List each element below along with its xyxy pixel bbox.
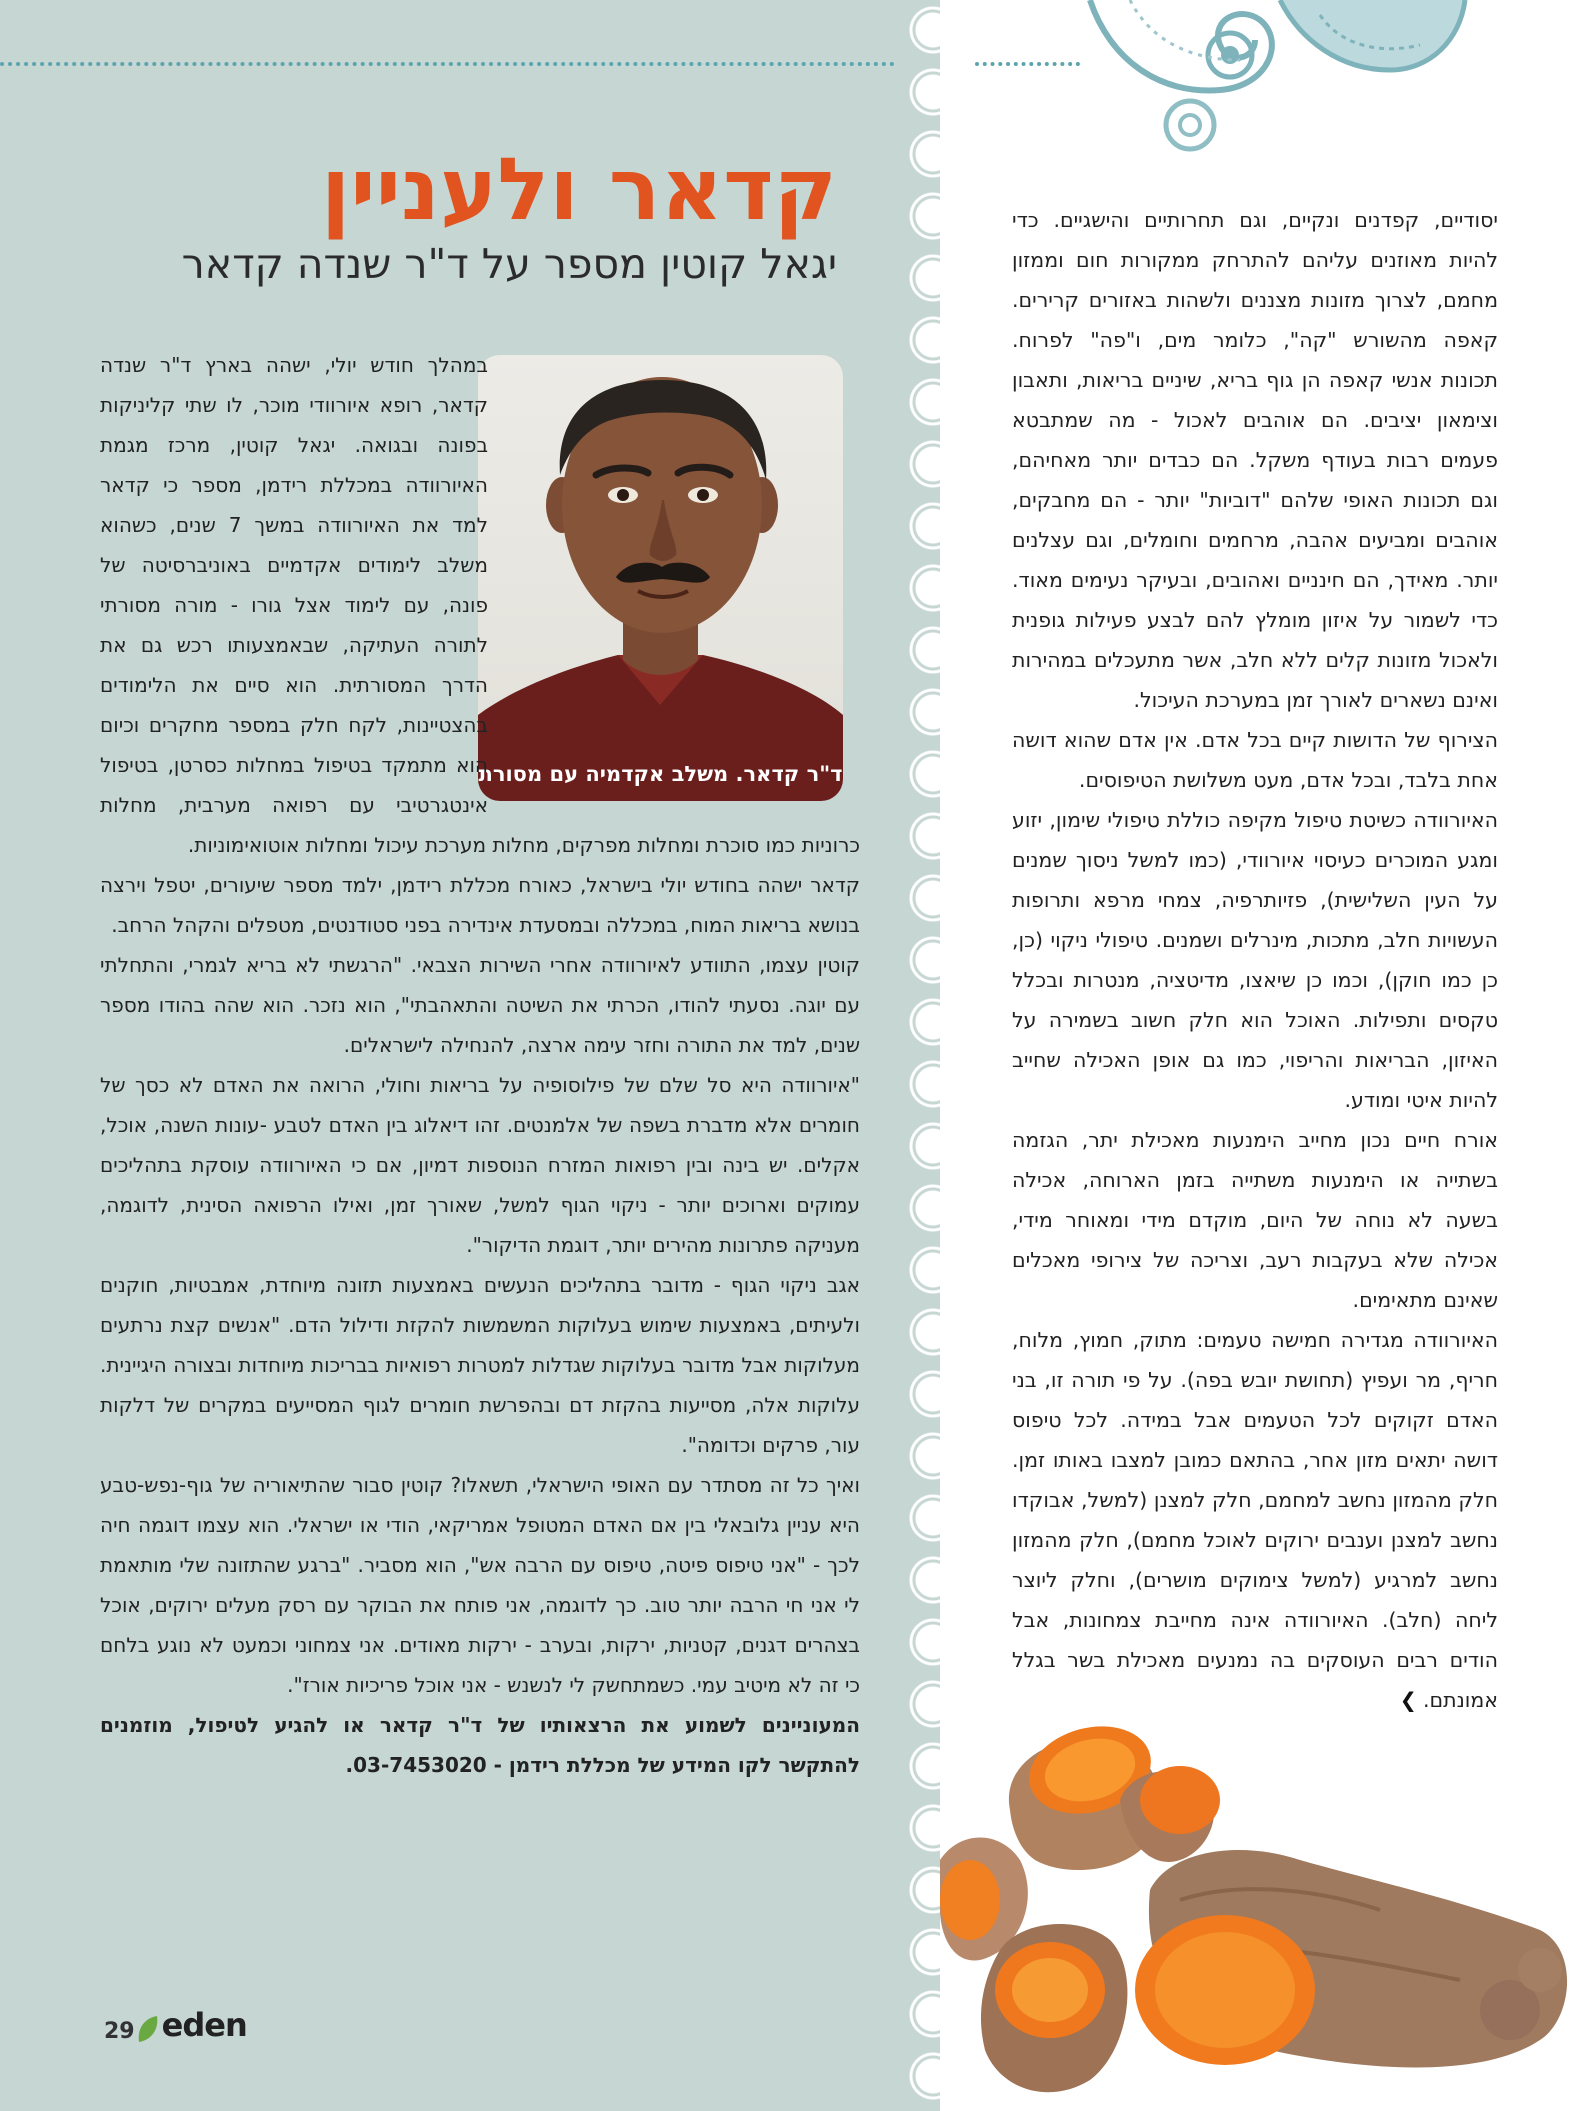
right-paragraph: אורח חיים נכון מחייב הימנעות מאכילת יתר, הגזמה בשתייה או הימנעות משתייה בזמן הארוחה, אכילה בשעה לא נוחה של היום, מוקדם מידי ומאוחר מידי, אכילה שלא בעקבות רעב, וצריכה של צירופי מאכלים שאינם מתאימים.	[1012, 1128, 1498, 1312]
left-paragraph: "איורוודה היא סל שלם של פילוסופיה על בריאות וחולי, הרואה את האדם לא כסך של חומרים אלא מדברת בשפה של אלמנטים. זהו דיאלוג בין האדם לטבע -עונות השנה, אוכל, אקלים. יש בינה ובין רפואות המזרח הנוספות דמיון, אם כי האיורוודה עוסקת בתהליכים עמוקים וארוכים יותר - ניקוי הגוף למשל, שאורך זמן, ואילו הרפואה הסינית, לדוגמה, מעניקה פתרונות מהירים יותר, דוגמת הדיקור".	[100, 1073, 860, 1257]
article-subtitle: יגאל קוטין מספר על ד"ר שנדה קדאר	[181, 240, 837, 288]
photo-caption: ד"ר קדאר. משלב אקדמיה עם מסורת	[478, 762, 843, 786]
brand-logo: eden	[161, 2006, 247, 2044]
turmeric-image	[940, 1690, 1572, 2111]
left-paragraph: אגב ניקוי הגוף - מדובר בתהליכים הנעשים באמצעות תזונה מיוחדת, אמבטיות, חוקנים ולעיתים, באמצעות שימוש בעלוקות המשמשות להקזת ודילול הדם. "אנשים קצת נרתעים מעלוקות אבל מדובר בעלוקות שגדלות למטרות רפואיות בבריכות מיוחדות ובצורה היגיינית. עלוקות אלה, מסייעות בהקזת דם ובהפרשת חומרים לגוף המסייעים במקרים של דלקות עור, פרקים וכדומה".	[100, 1273, 860, 1457]
dotted-rule-right	[975, 62, 1080, 66]
left-paragraph: ואיך כל זה מסתדר עם האופי הישראלי, תשאלו? קוטין סבור שהתיאוריה של גוף-נפש-טבע היא עניין גלובאלי בין אם האדם המטופל אמריקאי, הודי או ישראלי. הוא עצמו דוגמה חיה לכך - "אני טיפוס פיטה, טיפוס עם הרבה אש", הוא מסביר. "ברגע שהתזונה שלי מותאמת לי אני חי הרבה יותר טוב. כך לדוגמה, אני פותח את הבוקר עם רסק מעלים ירוקים, אוכל בצהרים דגנים, קטניות, ירקות, ובערב - ירקות מאודים. אני צמחוני וכמעט לא נוגע בלחם כי זה לא מיטיב עמי. כשמתחשק לי לנשנש - אני אוכל פריכיות אורז".	[100, 1473, 860, 1697]
right-paragraph: יסודיים, קפדנים ונקיים, וגם תחרותיים והישגיים. כדי להיות מאוזנים עליהם להתרחק ממקורות חום וממזון מחמם, לצרוך מזונות מצננים ולשהות באזורים קרירים. קאפה מהשורש "קה", כלומר מים, ו"פה" לפרוח. תכונות אנשי קאפה הן גוף בריא, שיניים בריאות, ותאבון וצימאון יציבים. הם אוהבים לאכול - מה שמתבטא פעמים רבות בעודף משקל. הם כבדים יותר מאחיהם, וגם תכונות האופי שלהם "דוביות" יותר - הם מחבקים, אוהבים ומביעים אהבה, מרחמים וחומלים, וגם עצלנים יותר. מאידך, הם חינניים ואהובים, ובעיקר נעימים מאוד. כדי לשמור על איזון מומלץ להם לבצע פעילות גופנית ולאכול מזונות קלים ללא חלב, אשר מתעכלים במהירות ואינם נשארים לאורך זמן במערכת העיכול.	[1012, 208, 1498, 712]
page-folio	[104, 2006, 247, 2044]
paisley-ornament-icon	[1070, 0, 1470, 180]
dotted-rule-left	[0, 62, 895, 66]
photo-wrap-space	[488, 345, 860, 805]
right-article	[1012, 200, 1498, 1720]
right-paragraph: האיורוודה כשיטת טיפול מקיפה כוללת טיפולי שימון, יזוע ומגע המוכרים כעיסוי איורוודי, (כמו למשל ניסוך שמנים על העין השלישית), פזיותרפיה, צמחי מרפא ותרופות העשויות חלב, מתכות, מינרלים ושמנים. טיפולי ניקוי (כן, כן כמו חוקן), וכמו כן שיאצו, מדיטציה, מנטרות ובכלל טקסים ותפילות. האוכל הוא חלק חשוב בשמירה על האיזון, הבריאות והריפוי, כמו גם אופן האכילה שחייב להיות איטי ומודע.	[1012, 808, 1498, 1112]
left-paragraph: במהלך חודש יולי, ישהה בארץ ד"ר שנדה קדאר, רופא איורוודי מוכר, לו שתי קליניקות בפונה ובגואה. יגאל קוטין, מרכז מגמת האיורוודה במכללת רידמן, מספר כי קדאר למד את האיורוודה במשך 7 שנים, כשהוא משלב לימודים אקדמיים באוניברסיטה של פונה, עם לימוד אצל גורו - מורה מסורתי לתורה העתיקה, שבאמצעותו רכש גם את הדרך המסורתית. הוא סיים את הלימודים בהצטיינות, לקח חלק במספר מחקרים וכיום הוא מתמקד בטיפול במחלות כסרטן, בטיפול אינטגרטיבי עם רפואה מערבית, מחלות כרוניות כמו סוכרת ומחלות מפרקים, מחלות מערכת עיכול ומחלות אוטואימוניות.	[100, 353, 860, 857]
contact-info: המעוניינים לשמוע את הרצאותיו של ד"ר קדאר או להגיע לטיפול, מוזמנים להתקשר לקו המידע של מכללת רידמן - 03-7453020.	[100, 1713, 860, 1777]
left-article	[100, 345, 860, 1785]
right-paragraph: הצירוף של הדושות קיים בכל אדם. אין אדם שהוא דושה אחת בלבד, ובכל אדם, מעט משלושת הטיפוסים.	[1012, 728, 1498, 792]
article-title: קדאר ולעניין	[320, 140, 837, 240]
left-paragraph: קוטין עצמו, התוודע לאיורוודה אחרי השירות הצבאי. "הרגשתי לא בריא לגמרי, והתחלתי עם יוגה. נסעתי להודו, הכרתי את השיטה והתאהבתי", הוא נזכר. הוא שהה בהודו מספר שנים, למד את התורה וחזר עימה ארצה, להנחילה לישראלים.	[100, 953, 860, 1057]
left-paragraph: קדאר ישהה בחודש יולי בישראל, כאורח מכללת רידמן, ילמד מספר שיעורים, יטפל וירצה בנושא בריאות המוח, במכללה ובמסעדת אינדירה בפני סטודנטים, מטפלים והקהל הרחב.	[100, 873, 860, 937]
page-number: 29	[104, 2019, 135, 2044]
right-paragraph: האיורוודה מגדירה חמישה טעמים: מתוק, חמוץ, מלוח, חריף, מר ועפיץ (תחושת יובש בפה). על פי תורה זו, בני האדם זקוקים לכל הטעמים אבל במידה. לכל טיפוס דושה יתאים מזון אחר, בהתאם כמובן למצבו באותו זמן. חלק מהמזון נחשב למחמם, חלק למצנן (למשל, אבוקדו נחשב למצנן וענבים ירוקים לאוכל מחמם), חלק מהמזון נחשב למרגיע (למשל צימוקים מושרים), וחלק ליוצר ליחה (חלב). האיורוודה אינה מחייבת צמחונות, אבל הודים רבים העוסקים בה נמנעים מאכילת בשר בגלל אמונתם.	[1012, 1328, 1498, 1712]
end-arrow-icon: ❯	[1399, 1688, 1417, 1712]
eden-leaf-icon	[137, 2014, 159, 2044]
